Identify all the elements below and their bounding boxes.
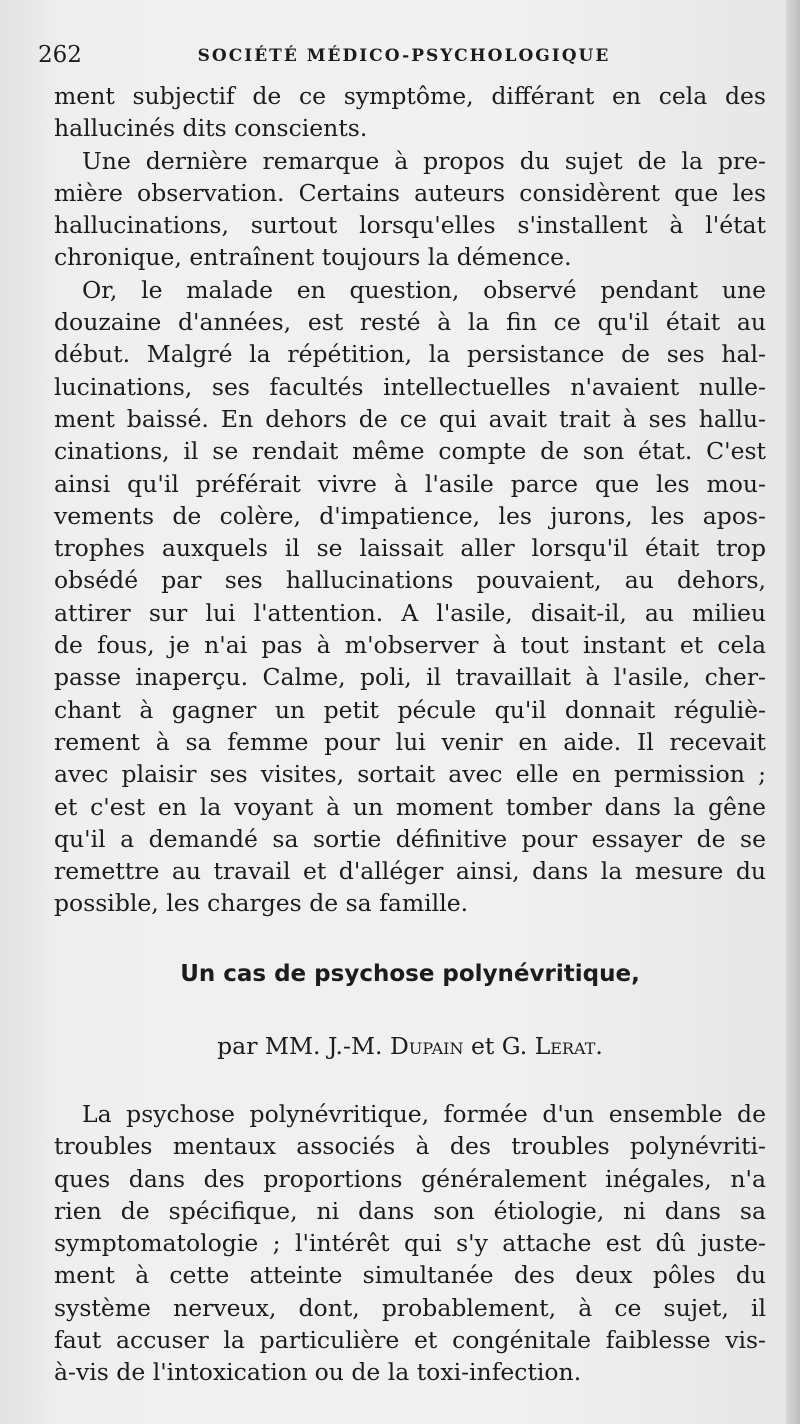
text-line: Une dernière remarque à propos du sujet de la pre- xyxy=(82,146,766,175)
text-line: avec plaisir ses visites, sortait avec elle en permission ; xyxy=(54,760,766,789)
paragraph-block-2 xyxy=(54,1098,766,1389)
running-head: SOCIÉTÉ MÉDICO-PSYCHOLOGIQUE xyxy=(197,46,611,66)
page-header xyxy=(38,38,770,72)
text-line: rien de spécifique, ni dans son étiologie, ni dans sa xyxy=(54,1196,766,1225)
text-line: douzaine d'années, est resté à la fin ce qu'il était au xyxy=(54,308,766,337)
section-title: Un cas de psychose polynévritique, xyxy=(180,961,640,987)
text-line: remettre au travail et d'alléger ainsi, dans la mesure du xyxy=(54,857,766,886)
text-line: faut accuser la particulière et congénitale faiblesse vis- xyxy=(54,1326,766,1355)
text-line: qu'il a demandé sa sortie définitive pour essayer de se xyxy=(54,824,766,853)
text-line: chant à gagner un petit pécule qu'il donnait réguliè- xyxy=(54,695,766,724)
text-line: cinations, il se rendait même compte de son état. C'est xyxy=(54,437,766,466)
text-line: ment subjectif de ce symptôme, différant en cela des xyxy=(54,82,766,110)
section-authors xyxy=(54,1028,766,1064)
text-line: obsédé par ses hallucinations pouvaient, au dehors, xyxy=(54,566,766,595)
author-name: Dupain xyxy=(390,1032,464,1060)
text-line: et c'est en la voyant à un moment tomber dans la gêne xyxy=(54,792,766,821)
text-line: ment à cette atteinte simultanée des deux pôles du xyxy=(54,1261,766,1290)
text-line: mière observation. Certains auteurs considèrent que les xyxy=(54,178,766,207)
text-line: symptomatologie ; l'intérêt qui s'y attache est dû juste- xyxy=(54,1229,766,1258)
text-line: trophes auxquels il se laissait aller lorsqu'il était trop xyxy=(54,534,766,563)
paragraph-block-1 xyxy=(54,80,766,920)
text-line: à-vis de l'intoxication ou de la toxi-infection. xyxy=(54,1358,582,1387)
text-line: ment baissé. En dehors de ce qui avait trait à ses hallu- xyxy=(54,404,766,433)
text-line: lucinations, ses facultés intellectuelles n'avaient nulle- xyxy=(54,372,766,401)
text-line: rement à sa femme pour lui venir en aide. Il recevait xyxy=(54,727,766,756)
text-line: passe inaperçu. Calme, poli, il travaillait à l'asile, cher- xyxy=(54,663,766,692)
text-line: La psychose polynévritique, formée d'un ensemble de xyxy=(82,1100,766,1128)
text-line: possible, les charges de sa famille. xyxy=(54,889,469,918)
text-line: hallucinés dits conscients. xyxy=(54,114,368,143)
text-line: troubles mentaux associés à des troubles polynévriti- xyxy=(54,1132,766,1161)
text-line: système nerveux, dont, probablement, à ce sujet, il xyxy=(54,1293,766,1322)
text-line: hallucinations, surtout lorsqu'elles s'installent à l'état xyxy=(54,211,766,240)
text-line: début. Malgré la répétition, la persistance de ses hal- xyxy=(54,340,766,369)
page-number: 262 xyxy=(38,42,82,68)
text-line: vements de colère, d'impatience, les jurons, les apos- xyxy=(54,501,766,530)
text-line: chronique, entraînent toujours la démence. xyxy=(54,243,572,272)
authors-prefix: par MM. J.-M. xyxy=(217,1032,383,1060)
text-line: Or, le malade en question, observé pendant une xyxy=(82,275,766,304)
text-line: ainsi qu'il préférait vivre à l'asile parce que les mou- xyxy=(54,469,766,498)
text-line: attirer sur lui l'attention. A l'asile, disait-il, au milieu xyxy=(54,598,766,627)
text-line: ques dans des proportions généralement inégales, n'a xyxy=(54,1164,766,1193)
authors-conjunction: et G. xyxy=(470,1032,528,1060)
text-line: de fous, je n'ai pas à m'observer à tout instant et cela xyxy=(54,631,766,660)
author-name: Lerat. xyxy=(534,1032,603,1060)
page-gutter-shadow xyxy=(786,0,800,1424)
